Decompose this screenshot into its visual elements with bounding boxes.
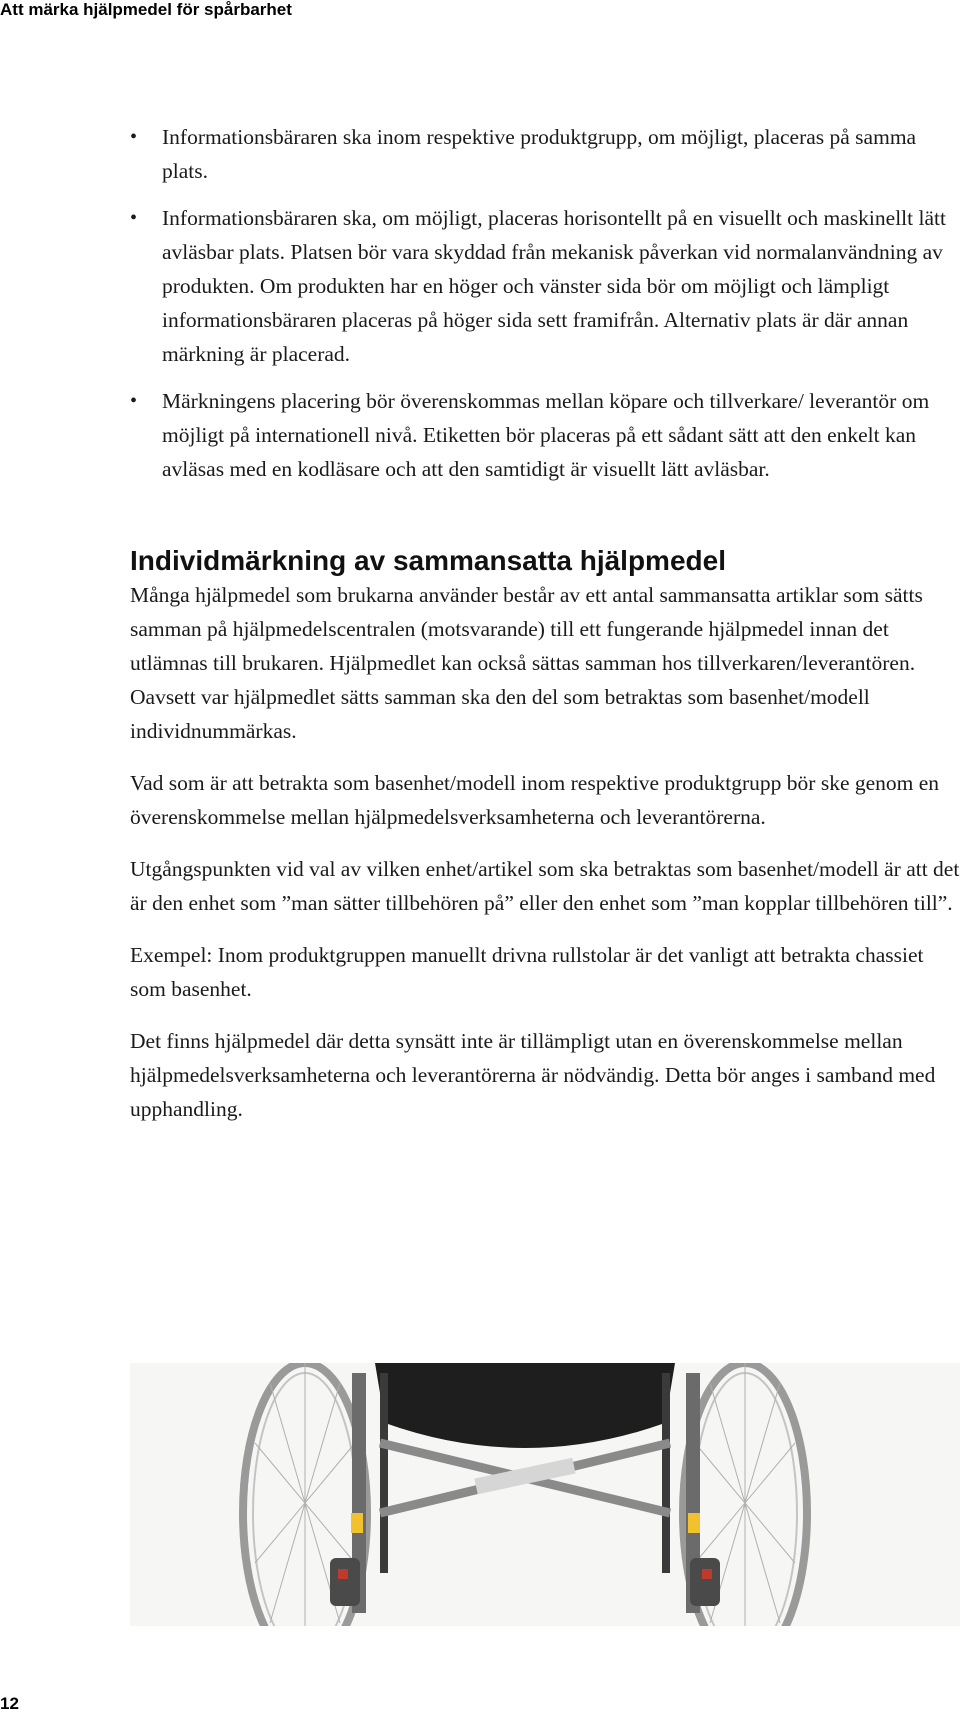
bullet-item xyxy=(130,384,960,486)
section-heading: Individmärkning av sammansatta hjälpmedel xyxy=(130,545,726,576)
wheelchair-illustration xyxy=(130,1363,960,1626)
running-header: Att märka hjälpmedel för spårbarhet xyxy=(0,0,292,19)
page-content xyxy=(130,120,960,1144)
right-caster xyxy=(690,1558,720,1606)
bullet-text: Märkningens placering bör överenskommas mellan köpare och tillverkare/ leverantör om möjligt på internationell nivå. Etiketten bör placeras på ett sådant sätt att den enkelt kan avläsas med en kodläsare och att den samtidigt är visuellt lätt avläsbar. xyxy=(162,389,930,481)
body-paragraph: Utgångspunkten vid val av vilken enhet/artikel som ska betraktas som basenhet/modell är att det är den enhet som ”man sätter tillbehören på” eller den enhet som ”man kopplar tillbehören till”. xyxy=(130,857,960,915)
bullet-text: Informationsbäraren ska inom respektive produktgrupp, om möjligt, placeras på samma plats. xyxy=(162,125,917,183)
body-paragraph: Exempel: Inom produktgruppen manuellt drivna rullstolar är det vanligt att betrakta chassiet som basenhet. xyxy=(130,943,924,1001)
body-paragraph: Det finns hjälpmedel där detta synsätt inte är tillämpligt utan en överenskommelse mellan hjälpmedelsverksamheterna och leverantörerna är nödvändig. Detta bör anges i samband med upphandling. xyxy=(130,1029,936,1121)
body-paragraph: Vad som är att betrakta som basenhet/modell inom respektive produktgrupp bör ske genom en överenskommelse mellan hjälpmedelsverksamheterna och leverantörerna. xyxy=(130,771,940,829)
bullet-item xyxy=(130,120,960,188)
seat xyxy=(375,1363,675,1448)
bullet-icon: • xyxy=(130,207,138,229)
bullet-icon: • xyxy=(130,390,138,412)
bullet-list xyxy=(130,120,960,486)
bullet-icon: • xyxy=(130,126,138,148)
body-paragraph: Många hjälpmedel som brukarna använder består av ett antal sammansatta artiklar som sätts samman på hjälpmedelscentralen (motsvarande) till ett fungerande hjälpmedel innan det utlämnas till brukaren. Hjälpmedlet kan också sättas samman hos tillverkaren/leverantören. Oavsett var hjälpmedlet sätts samman ska den del som betraktas som basenhet/modell individnummärkas. xyxy=(130,583,923,743)
left-caster xyxy=(330,1558,360,1606)
page-number: 12 xyxy=(0,1694,19,1713)
bullet-item xyxy=(130,201,960,371)
bullet-text: Informationsbäraren ska, om möjligt, placeras horisontellt på en visuellt och maskinellt lätt avläsbar plats. Platsen bör vara skyddad från mekanisk påverkan vid normalanvändning av produkten. Om produkten har en höger och vänster sida bör om möjligt och lämpligt informationsbäraren placeras på höger sida sett framifrån. Alternativ plats är där annan märkning är placerad. xyxy=(162,206,946,366)
wheelchair-photo xyxy=(130,1363,960,1626)
